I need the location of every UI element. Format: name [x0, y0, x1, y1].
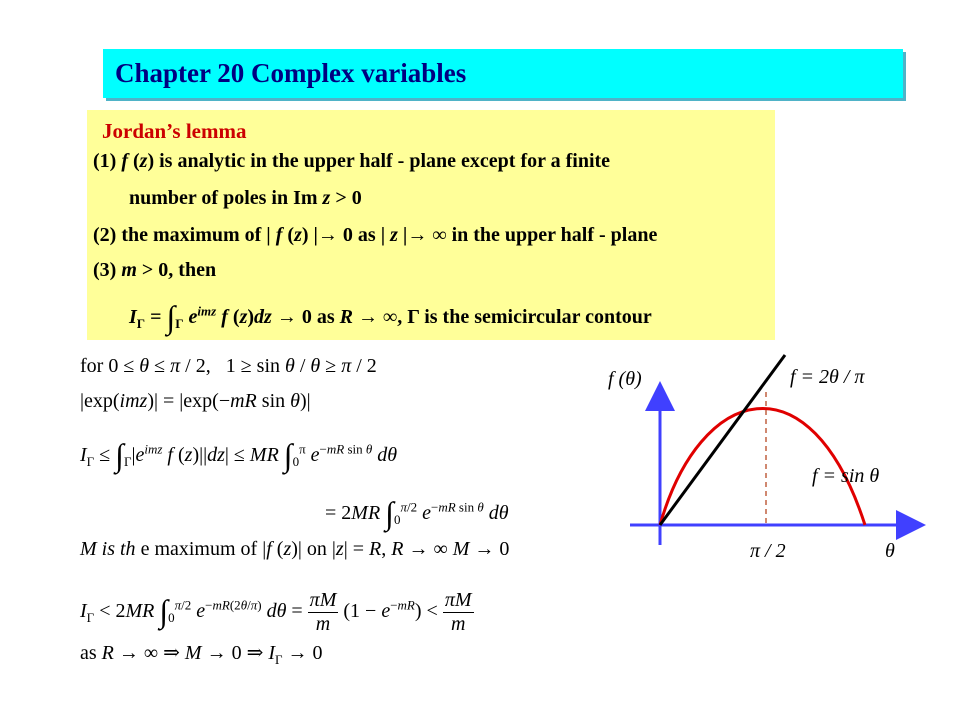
derivation-line-5: M is th e maximum of |f (z)| on |z| = R, R → ∞ M → 0: [80, 538, 510, 560]
theorem-title: Jordan’s lemma: [102, 119, 247, 143]
theorem-box: [87, 110, 775, 340]
tick-label-pi-over-2: π / 2: [750, 540, 786, 562]
derivation-line-6: $I_\Gamma < 2MR$ $\int_0^{\pi/2}$ $e^{-mR(2\theta/\pi)}$ dθ = $\frac{\pi M}{m}$ $(1 - e^{-mR})$ < $\frac{\pi M}{m}$: [80, 588, 472, 635]
theorem-condition-1-cont: number of poles in Im z > 0: [129, 187, 362, 209]
x-axis-label: θ: [885, 540, 895, 562]
theorem-condition-1: (1) f (z) is analytic in the upper half - plane except for a finite: [93, 150, 611, 172]
derivation-line-4: = 2MR $\int_0^{\pi/2}$ $e^{-mR sin \theta}$ dθ: [325, 495, 509, 531]
y-axis-label: f (θ): [608, 368, 642, 390]
derivation-line-1: for 0 ≤ θ ≤ π / 2, 1 ≥ sin θ / θ ≥ π / 2: [80, 355, 377, 377]
slide-title: Chapter 20 Complex variables: [115, 58, 467, 88]
title-bar: [103, 49, 903, 98]
theorem-conclusion: $I_\Gamma = \int_\Gamma$ $e^{imz}$ f (z)dz → 0 as R → ∞, Γ is the semicircular contour: [129, 299, 652, 335]
sin-vs-linear-graph: [590, 345, 940, 575]
derivation-line-7: as R → ∞ ⇒ M → 0 ⇒ $I_\Gamma \to 0$: [80, 642, 323, 667]
theorem-condition-3: (3) m > 0, then: [93, 259, 217, 281]
theorem-condition-2: (2) the maximum of | f (z) |→ 0 as | z |→ ∞ in the upper half - plane: [93, 224, 658, 246]
derivation-line-3: $I_\Gamma \le \int_\Gamma|e^{imz}$ f (z)||dz| ≤ MR $\int_0^\pi$ $e^{-mR sin \theta}$ dθ: [80, 437, 398, 473]
derivation-line-2: |exp(imz)| = |exp(−mR sin θ)|: [80, 390, 311, 412]
line-label: f = 2θ / π: [790, 366, 865, 388]
curve-label: f = sin θ: [812, 465, 880, 487]
